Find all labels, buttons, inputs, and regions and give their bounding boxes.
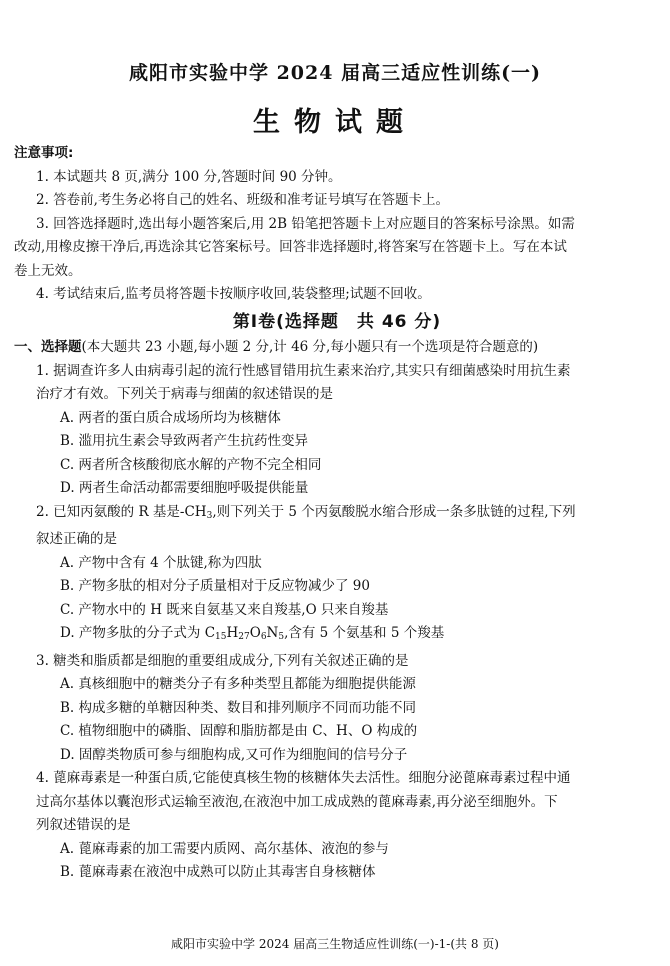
part-heading bbox=[14, 336, 660, 360]
question-3-option-c: C. 植物细胞中的磷脂、固醇和脂肪都是由 C、H、O 构成的 bbox=[60, 723, 418, 739]
question-4-stem-cont1: 过高尔基体以囊泡形式运输至液泡,在液泡中加工成成熟的蓖麻毒素,再分泌至细胞外。下 bbox=[36, 793, 558, 810]
question-1-option-b: B. 滥用抗生素会导致两者产生抗药性变异 bbox=[60, 433, 309, 449]
question-4 bbox=[14, 767, 660, 885]
question-2-option-c: C. 产物水中的 H 既来自氨基又来自羧基,O 只来自羧基 bbox=[60, 601, 389, 618]
part-label: 一、选择题 bbox=[14, 339, 82, 355]
question-2-stem-part2: ,则下列关于 5 个丙氨酸脱水缩合形成一条多肽链的过程,下列 bbox=[212, 503, 576, 520]
formula-suffix: ,含有 5 个氨基和 5 个羧基 bbox=[284, 625, 445, 641]
question-1-stem-cont: 治疗才有效。下列关于病毒与细菌的叙述错误的是 bbox=[36, 386, 333, 402]
question-1-option-c: C. 两者所含核酸彻底水解的产物不完全相同 bbox=[60, 456, 322, 473]
question-3-option-d: D. 固醇类物质可参与细胞构成,又可作为细胞间的信号分子 bbox=[60, 746, 408, 763]
formula-sub-n: 5 bbox=[278, 632, 285, 642]
question-4-stem-cont2: 列叙述错误的是 bbox=[36, 817, 131, 833]
question-1-stem: 1. 据调查许多人由病毒引起的流行性感冒错用抗生素来治疗,其实只有细菌感染时用抗生素 bbox=[36, 362, 571, 379]
formula-sub-o: 6 bbox=[260, 632, 267, 642]
question-2-stem bbox=[14, 501, 660, 529]
question-3 bbox=[14, 650, 660, 768]
question-3-option-b: B. 构成多糖的单糖因种类、数目和排列顺序不同而功能不同 bbox=[60, 699, 417, 716]
notice-item-3-cont1: 改动,用橡皮擦干净后,再选涂其它答案标号。回答非选择题时,将答案写在答题卡上。写在本试 bbox=[14, 239, 567, 255]
question-2-stem-cont: 叙述正确的是 bbox=[36, 531, 117, 547]
question-1 bbox=[14, 360, 660, 501]
question-1-option-a: A. 两者的蛋白质合成场所均为核糖体 bbox=[60, 409, 281, 426]
page-footer: 咸阳市实验中学 2024 届高三生物适应性训练(一)-1-(共 8 页) bbox=[171, 937, 499, 951]
question-2 bbox=[14, 501, 660, 650]
notice-item-4: 4. 考试结束后,监考员将答题卡按顺序收回,装袋整理;试题不回收。 bbox=[36, 286, 431, 302]
formula-n: N bbox=[266, 625, 279, 641]
formula-h: H bbox=[226, 625, 239, 641]
question-3-option-a: A. 真核细胞中的糖类分子有多种类型且都能为细胞提供能源 bbox=[60, 676, 416, 692]
notice-heading: 注意事项: bbox=[14, 145, 74, 161]
question-2-stem-subscript: 3 bbox=[206, 510, 213, 521]
formula-o: O bbox=[249, 625, 261, 641]
exam-body bbox=[14, 142, 660, 885]
question-2-option-a: A. 产物中含有 4 个肽键,称为四肽 bbox=[60, 554, 262, 571]
question-2-option-d bbox=[14, 622, 660, 650]
question-4-stem: 4. 蓖麻毒素是一种蛋白质,它能使真核生物的核糖体失去活性。细胞分泌蓖麻毒素过程中通 bbox=[36, 770, 571, 786]
question-2-stem-part1: 2. 已知丙氨酸的 R 基是-CH bbox=[36, 503, 207, 520]
notice-item-2: 2. 答卷前,考生务必将自己的姓名、班级和准考证号填写在答题卡上。 bbox=[36, 192, 449, 208]
question-2-option-b: B. 产物多肽的相对分子质量相对于反应物减少了 90 bbox=[60, 578, 370, 594]
formula-prefix: D. 产物多肽的分子式为 C bbox=[60, 625, 216, 641]
notice-item-3-cont2: 卷上无效。 bbox=[14, 262, 82, 279]
section-title: 第Ⅰ卷(选择题 共 46 分) bbox=[232, 311, 442, 332]
question-1-option-d: D. 两者生命活动都需要细胞呼吸提供能量 bbox=[60, 480, 309, 496]
question-4-option-b: B. 蓖麻毒素在液泡中成熟可以防止其毒害自身核糖体 bbox=[60, 864, 376, 880]
subject-title: 生物试题 bbox=[253, 107, 417, 138]
question-3-stem: 3. 糖类和脂质都是细胞的重要组成成分,下列有关叙述正确的是 bbox=[36, 652, 409, 669]
notice-item-1: 1. 本试题共 8 页,满分 100 分,答题时间 90 分钟。 bbox=[36, 168, 342, 185]
exam-title: 咸阳市实验中学 2024 届高三适应性训练(一) bbox=[128, 62, 542, 84]
notice-item-3: 3. 回答选择题时,选出每小题答案后,用 2B 铅笔把答题卡上对应题目的答案标号涂黑。如需 bbox=[36, 215, 575, 232]
formula-sub-c: 15 bbox=[215, 632, 227, 642]
part-description: (本大题共 23 小题,每小题 2 分,计 46 分,每小题只有一个选项是符合题意的) bbox=[81, 339, 539, 355]
formula-sub-h: 27 bbox=[238, 632, 250, 642]
question-4-option-a: A. 蓖麻毒素的加工需要内质网、高尔基体、液泡的参与 bbox=[60, 840, 389, 857]
